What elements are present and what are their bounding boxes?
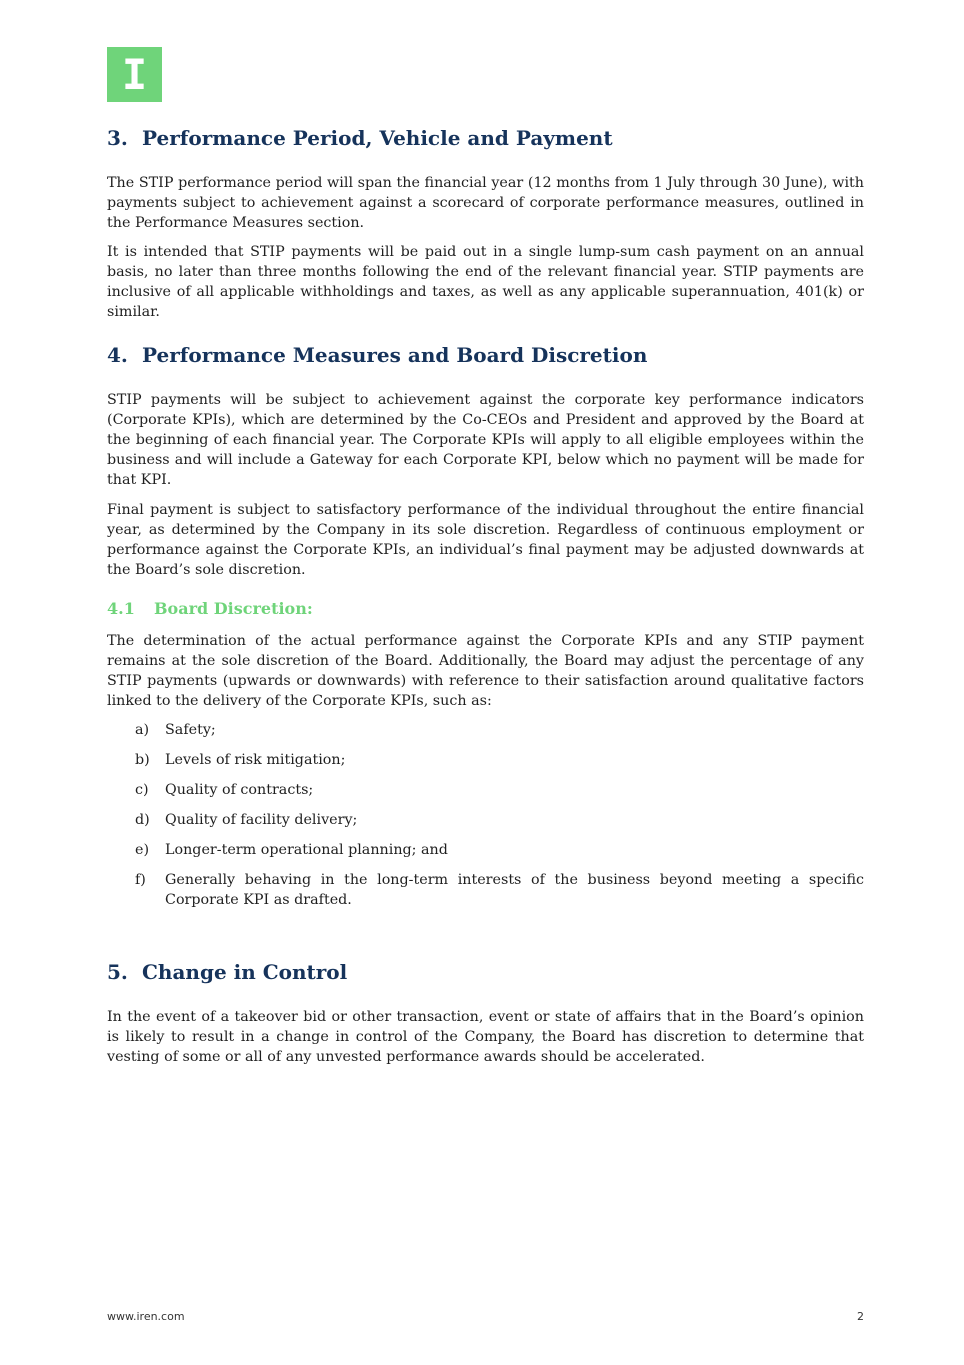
iren-logo [107, 47, 162, 102]
qualitative-factors-list [135, 720, 864, 920]
logo-letter: I [121, 49, 148, 99]
list-item-text: Longer-term operational planning; and [165, 842, 448, 858]
section-3-paragraph-2: It is intended that STIP payments will be paid out in a single lump-sum cash payment on an annual basis, no later than three months following the end of the relevant financial year. STIP payments are inclusive of all applicable withholdings and taxes, as well as any applicable superannuation, 401(k) or similar. [107, 244, 864, 320]
section-5-paragraph-1: In the event of a takeover bid or other transaction, event or state of affairs that in the Board’s opinion is likely to result in a change in control of the Company, the Board has discretion to determine that vesting of some or all of any unvested performance awards should be accelerated. [107, 1009, 864, 1065]
list-item-text: Quality of contracts; [165, 782, 314, 798]
section-5-number: 5. [107, 960, 128, 984]
list-marker: c) [135, 782, 149, 798]
subsection-4-1-title: Board Discretion: [154, 599, 313, 618]
section-3-number: 3. [107, 126, 128, 150]
subsection-4-1-heading [107, 599, 313, 618]
footer-website-link[interactable]: www.iren.com [107, 1310, 185, 1323]
list-item-text: Quality of facility delivery; [165, 812, 358, 828]
section-5-heading [107, 960, 347, 984]
list-item [135, 870, 864, 910]
list-marker: f) [135, 872, 146, 888]
section-3-heading [107, 126, 613, 150]
subsection-4-1-number: 4.1 [107, 599, 135, 618]
list-marker: e) [135, 842, 150, 858]
list-item [135, 720, 864, 740]
list-marker: b) [135, 752, 150, 768]
list-item [135, 780, 864, 800]
section-3-paragraph-1: The STIP performance period will span the financial year (12 months from 1 July through 30 June), with payments subject to achievement against a scorecard of corporate performance measures, outlined in the Performance Measures section. [107, 175, 864, 231]
list-item [135, 840, 864, 860]
list-item-text: Safety; [165, 722, 216, 738]
section-4-number: 4. [107, 343, 128, 367]
list-marker: a) [135, 722, 150, 738]
page-number: 2 [857, 1310, 864, 1323]
section-4-title: Performance Measures and Board Discretion [142, 343, 648, 367]
list-item [135, 810, 864, 830]
section-4-heading [107, 343, 647, 367]
section-4-paragraph-2: Final payment is subject to satisfactory performance of the individual throughout the entire financial year, as determined by the Company in its sole discretion. Regardless of continuous employment or performance against the Corporate KPIs, an individual’s final payment may be adjusted downwards at the Board’s sole discretion. [107, 502, 864, 578]
document-page [107, 0, 864, 1365]
list-item-text: Levels of risk mitigation; [165, 752, 346, 768]
list-item-text: Generally behaving in the long-term interests of the business beyond meeting a specific Corporate KPI as drafted. [165, 872, 864, 908]
subsection-4-1-paragraph: The determination of the actual performance against the Corporate KPIs and any STIP payment remains at the sole discretion of the Board. Additionally, the Board may adjust the percentage of any STIP payments (upwards or downwards) with reference to their satisfaction around qualitative factors linked to the delivery of the Corporate KPIs, such as: [107, 633, 864, 709]
section-5-title: Change in Control [142, 960, 348, 984]
list-marker: d) [135, 812, 150, 828]
list-item [135, 750, 864, 770]
section-4-paragraph-1: STIP payments will be subject to achievement against the corporate key performance indicators (Corporate KPIs), which are determined by the Co-CEOs and President and approved by the Board at the beginning of each financial year. The Corporate KPIs will apply to all eligible employees within the business and will include a Gateway for each Corporate KPI, below which no payment will be made for that KPI. [107, 392, 864, 488]
section-3-title: Performance Period, Vehicle and Payment [142, 126, 613, 150]
